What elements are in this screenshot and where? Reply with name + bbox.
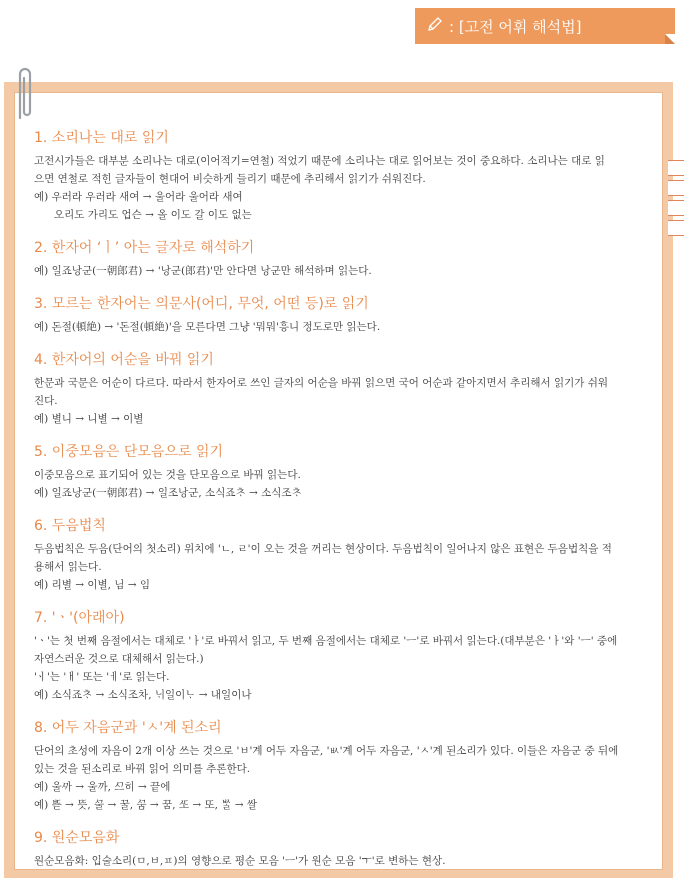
header-tag bbox=[415, 8, 675, 44]
section-line: 으면 연철로 적힌 글자들이 현대어 비슷하게 들리기 때문에 추리해서 읽기가 쉬워진다. bbox=[34, 173, 426, 185]
section-line: 고전시가들은 대부분 소리나는 대로(이어적기=연철) 적었기 때문에 소리나는 대로 읽어보는 것이 중요하다. 소리나는 대로 읽 bbox=[34, 155, 605, 167]
section-line: 예) 소식죠ᄎᆞ → 소식조차, ᄂᆡ일이ᄂᆞ → 내일이나 bbox=[34, 689, 252, 701]
section-line: 원순모음화: 입술소리(ㅁ,ㅂ,ㅍ)의 영향으로 평순 모음 'ㅡ'가 원순 모음 'ㅜ'로 변하는 현상. bbox=[34, 855, 446, 867]
section-line: 오리도 가리도 업슨 → 올 이도 갈 이도 없는 bbox=[54, 209, 252, 221]
paperclip-icon bbox=[12, 64, 38, 128]
section-line: 예) 리별 → 이별, 님 → 임 bbox=[34, 579, 151, 591]
header-title: : [고전 어휘 해석법] bbox=[449, 17, 582, 36]
section bbox=[34, 128, 650, 224]
section-title: 1. 소리나는 대로 읽기 bbox=[34, 130, 169, 146]
side-tab bbox=[668, 200, 684, 216]
section-line: 한문과 국문은 어순이 다르다. 따라서 한자어로 쓰인 글자의 어순을 바꿔 읽으면 국어 어순과 같아지면서 추리해서 읽기가 쉬워 bbox=[34, 377, 609, 389]
section-title: 8. 어두 자음군과 'ㅅ'계 된소리 bbox=[34, 720, 222, 736]
section-line: 예) 일죠낭군(一朝郎君) → '낭군(郎君)'만 안다면 낭군만 해석하며 읽는다. bbox=[34, 265, 372, 277]
corner-fold bbox=[665, 34, 675, 44]
section-line: 용해서 읽는다. bbox=[34, 561, 102, 573]
section-line: 두음법칙은 두음(단어의 첫소리) 위치에 'ㄴ, ㄹ'이 오는 것을 꺼리는 현상이다. 두음법칙이 일어나지 않은 표현은 두음법칙을 적 bbox=[34, 543, 612, 555]
content bbox=[34, 128, 650, 884]
section-line: 이중모음으로 표기되어 있는 것을 단모음으로 바꿔 읽는다. bbox=[34, 469, 301, 481]
section-line: 예) 울ᄭᅡ → 울까, ᄭᅳ히 → 끝에 bbox=[34, 781, 171, 793]
section bbox=[34, 350, 650, 428]
side-tab bbox=[668, 180, 684, 196]
section-title: 5. 이중모음은 단모음으로 읽기 bbox=[34, 444, 223, 460]
section bbox=[34, 238, 650, 280]
section bbox=[34, 294, 650, 336]
section-line: 'ㆎ'는 'ㅐ' 또는 'ㅔ'로 읽는다. bbox=[34, 671, 170, 683]
section-line: 예) 별니 → 니별 → 이별 bbox=[34, 413, 144, 425]
section-line: 예) 돈절(頓絶) → '돈절(頓絶)'을 모른다면 그냥 '뭐뭐'흥니 정도로만 읽는다. bbox=[34, 321, 381, 333]
section-title: 3. 모르는 한자어는 의문사(어디, 무엇, 어떤 등)로 읽기 bbox=[34, 296, 369, 312]
section-title: 2. 한자어 ‘ㅣ’ 아는 글자로 해석하기 bbox=[34, 240, 255, 256]
section-line: 있는 것을 된소리로 바꿔 읽어 의미를 추론한다. bbox=[34, 763, 251, 775]
section-line: 'ㆍ'는 첫 번째 음절에서는 대체로 'ㅏ'로 바꿔서 읽고, 두 번째 음절에서는 대체로 'ㅡ'로 바꿔서 읽는다.(대부분은 'ㅏ'와 'ㅡ' 중에 bbox=[34, 635, 618, 647]
section bbox=[34, 516, 650, 594]
section bbox=[34, 828, 650, 870]
section-line: 예) 일죠낭군(一朝郎君) → 일조낭군, 소식죠ᄎᆞ → 소식조ᄎᆞ bbox=[34, 487, 302, 499]
pencil-icon bbox=[427, 16, 449, 36]
section-title: 6. 두음법칙 bbox=[34, 518, 106, 534]
side-tab bbox=[668, 220, 684, 236]
section bbox=[34, 608, 650, 704]
section-line: 예) ᄠᅳᆮ → 뜻, ᄭᅮᆯ → 꿀, ᄭᅮᆷ → 꿈, ᄯᅩ → 또, ᄡᆞᆯ → 쌀 bbox=[34, 799, 258, 811]
section bbox=[34, 442, 650, 502]
section-title: 9. 원순모음화 bbox=[34, 830, 120, 846]
section-line: 진다. bbox=[34, 395, 58, 407]
section bbox=[34, 718, 650, 814]
section-title: 4. 한자어의 어순을 바꿔 읽기 bbox=[34, 352, 214, 368]
section-title: 7. 'ㆍ'(아래아) bbox=[34, 610, 125, 626]
side-tab bbox=[668, 160, 684, 176]
side-tabs bbox=[668, 160, 684, 240]
section-line: 예) 우러라 우러라 새여 → 울어라 울어라 새여 bbox=[34, 191, 243, 203]
section-line: 자연스러운 것으로 대체해서 읽는다.) bbox=[34, 653, 204, 665]
section-line: 단어의 초성에 자음이 2개 이상 쓰는 것으로 'ㅂ'계 어두 자음군, 'ㅄ'계 어두 자음군, 'ㅅ'계 된소리가 있다. 이들은 자음군 중 뒤에 bbox=[34, 745, 619, 757]
